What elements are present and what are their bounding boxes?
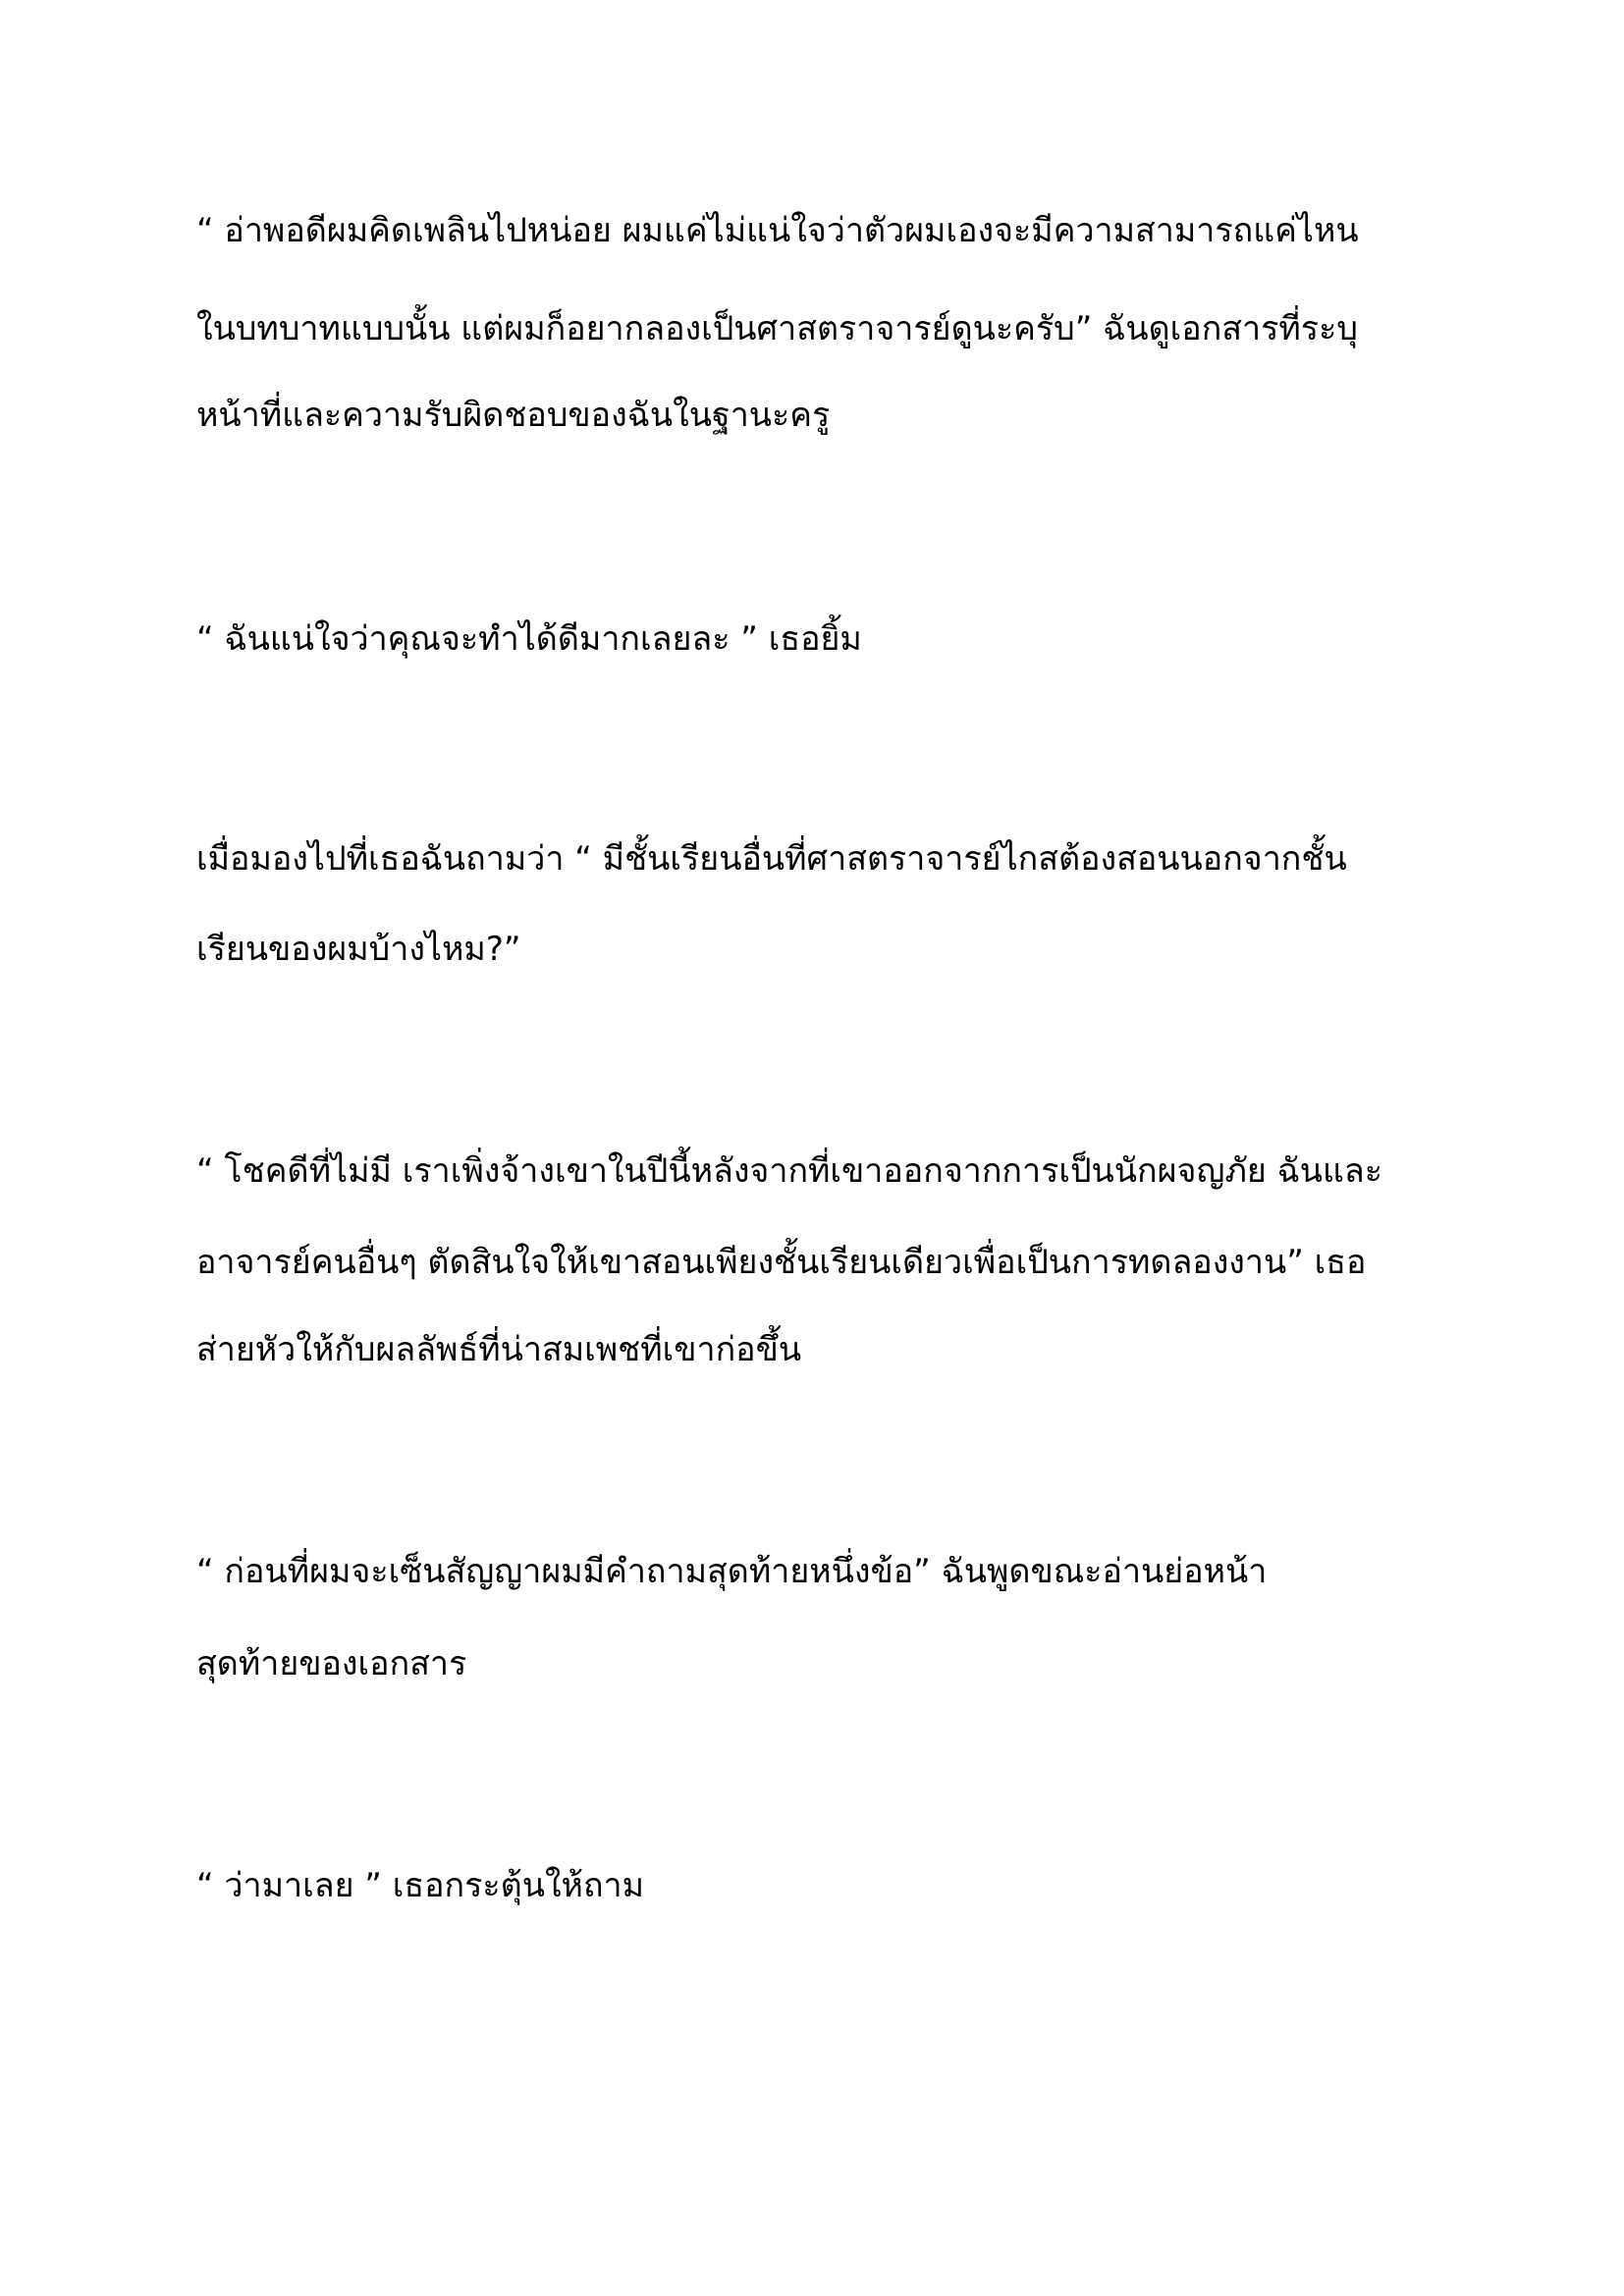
paragraph-2-line-1: “ ฉันแน่ใจว่าคุณจะทำได้ดีมากเลยละ ” เธอยิ้ม [196, 619, 862, 659]
paragraph-1-line-1: “ อ่าพอดีผมคิดเพลินไปหน่อย ผมแค่ไม่แน่ใจว่าตัวผมเองจะมีความสามารถแค่ไหน [196, 211, 1359, 250]
paragraph-4-line-2: อาจารย์คนอื่นๆ ตัดสินใจให้เขาสอนเพียงชั้นเรียนเดียวเพื่อเป็นการทดลองงาน” เธอ [196, 1243, 1367, 1282]
paragraph-5-line-1: “ ก่อนที่ผมจะเซ็นสัญญาผมมีคำถามสุดท้ายหนึ่งข้อ” ฉันพูดขณะอ่านย่อหน้า [196, 1552, 1268, 1591]
paragraph-4-line-1: “ โชคดีที่ไม่มี เราเพิ่งจ้างเขาในปีนี้หลังจากที่เขาออกจากการเป็นนักผจญภัย ฉันและ [196, 1151, 1382, 1191]
paragraph-3-line-1: เมื่อมองไปที่เธอฉันถามว่า “ มีชั้นเรียนอื่นที่ศาสตราจารย์ไกสต้องสอนนอกจากชั้น [196, 839, 1347, 879]
paragraph-1-line-3: หน้าที่และความรับผิดชอบของฉันในฐานะครู [196, 396, 831, 435]
paragraph-6-line-1: “ ว่ามาเลย ” เธอกระตุ้นให้ถาม [196, 1866, 645, 1905]
paragraph-5-line-2: สุดท้ายของเอกสาร [196, 1644, 467, 1683]
paragraph-1-line-2: ในบทบาทแบบนั้น แต่ผมก็อยากลองเป็นศาสตราจารย์ดูนะครับ” ฉันดูเอกสารที่ระบุ [196, 309, 1358, 348]
paragraph-3-line-2: เรียนของผมบ้างไหม?” [196, 930, 521, 969]
paragraph-4-line-3: ส่ายหัวให้กับผลลัพธ์ที่น่าสมเพชที่เขาก่อขึ้น [196, 1330, 802, 1369]
